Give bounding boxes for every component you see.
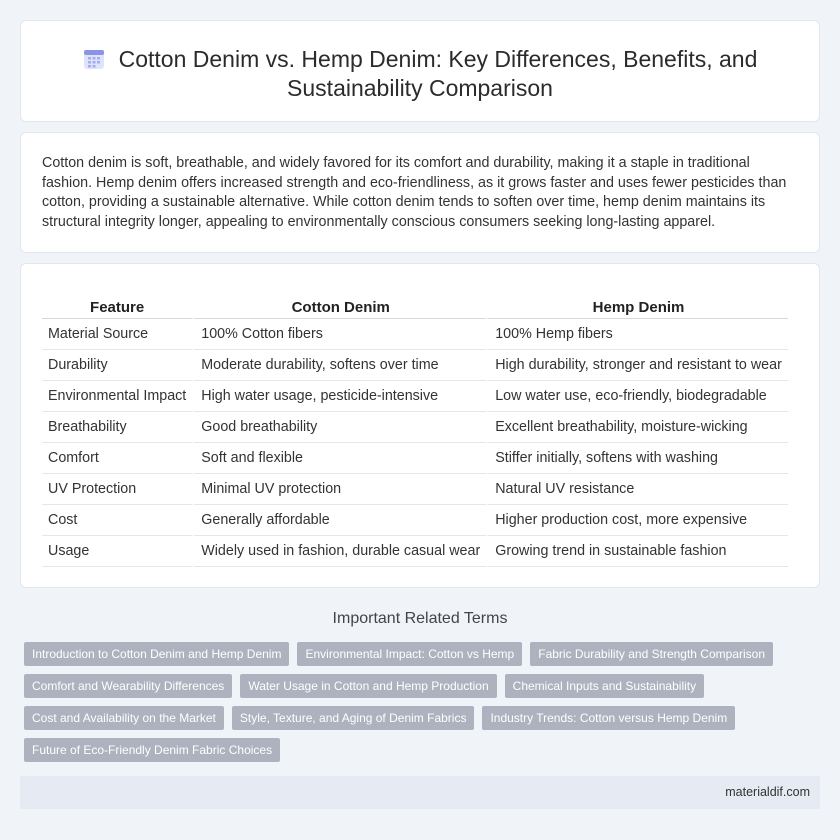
related-term-tag[interactable]: Environmental Impact: Cotton vs Hemp [297,642,522,666]
cell-feature: Cost [42,505,192,536]
related-term-tag[interactable]: Comfort and Wearability Differences [24,674,232,698]
related-terms-list [24,642,820,770]
related-term-tag[interactable]: Fabric Durability and Strength Comparison [530,642,773,666]
cell-feature: Durability [42,350,192,381]
related-term-tag[interactable]: Industry Trends: Cotton versus Hemp Denim [482,706,735,730]
cell-hemp: Stiffer initially, softens with washing [486,443,788,474]
table-row [42,381,788,412]
header-card [20,20,820,122]
cell-feature: Comfort [42,443,192,474]
table-row [42,536,788,567]
table-row [42,474,788,505]
table-row [42,350,788,381]
cell-hemp: High durability, stronger and resistant to wear [486,350,788,381]
cell-hemp: Growing trend in sustainable fashion [486,536,788,567]
cell-cotton: 100% Cotton fibers [192,319,486,350]
cell-cotton: Generally affordable [192,505,486,536]
cell-cotton: Soft and flexible [192,443,486,474]
related-terms-title: Important Related Terms [332,610,508,627]
table-row [42,412,788,443]
comparison-table [42,296,788,567]
cell-cotton: Good breathability [192,412,486,443]
footer [20,776,820,809]
cell-hemp: Excellent breathability, moisture-wicking [486,412,788,443]
cell-feature: Breathability [42,412,192,443]
related-term-tag[interactable]: Introduction to Cotton Denim and Hemp Denim [24,642,289,666]
related-term-tag[interactable]: Style, Texture, and Aging of Denim Fabrics [232,706,475,730]
table-header-row [42,296,788,319]
related-term-tag[interactable]: Water Usage in Cotton and Hemp Production [240,674,496,698]
table-row [42,443,788,474]
comparison-table-card [20,263,820,588]
intro-card [20,132,820,253]
cell-hemp: 100% Hemp fibers [486,319,788,350]
intro-paragraph: Cotton denim is soft, breathable, and widely favored for its comfort and durability, making it a staple in traditional fashion. Hemp denim offers increased strength and eco-friendliness, as it grows faster and uses fewer pesticides than cotton, providing a sustainable alternative. While cotton denim tends to soften over time, hemp denim maintains its structural integrity longer, appealing to environmentally conscious consumers seeking long-lasting apparel. [42,155,787,230]
page-title-wrap [21,45,819,103]
cell-hemp: Natural UV resistance [486,474,788,505]
calendar-grid-icon [83,48,105,70]
cell-cotton: Moderate durability, softens over time [192,350,486,381]
cell-feature: UV Protection [42,474,192,505]
cell-cotton: Widely used in fashion, durable casual wear [192,536,486,567]
footer-site: materialdif.com [725,785,810,799]
table-row [42,505,788,536]
cell-cotton: Minimal UV protection [192,474,486,505]
column-header-feature: Feature [42,296,192,319]
cell-hemp: Low water use, eco-friendly, biodegradable [486,381,788,412]
cell-feature: Usage [42,536,192,567]
cell-hemp: Higher production cost, more expensive [486,505,788,536]
related-term-tag[interactable]: Chemical Inputs and Sustainability [505,674,704,698]
page-title: Cotton Denim vs. Hemp Denim: Key Differences, Benefits, and Sustainability Comparison [118,46,758,101]
column-header-hemp: Hemp Denim [486,296,788,319]
column-header-cotton: Cotton Denim [192,296,486,319]
cell-feature: Material Source [42,319,192,350]
cell-cotton: High water usage, pesticide-intensive [192,381,486,412]
related-term-tag[interactable]: Cost and Availability on the Market [24,706,224,730]
cell-feature: Environmental Impact [42,381,192,412]
table-row [42,319,788,350]
related-term-tag[interactable]: Future of Eco-Friendly Denim Fabric Choices [24,738,280,762]
